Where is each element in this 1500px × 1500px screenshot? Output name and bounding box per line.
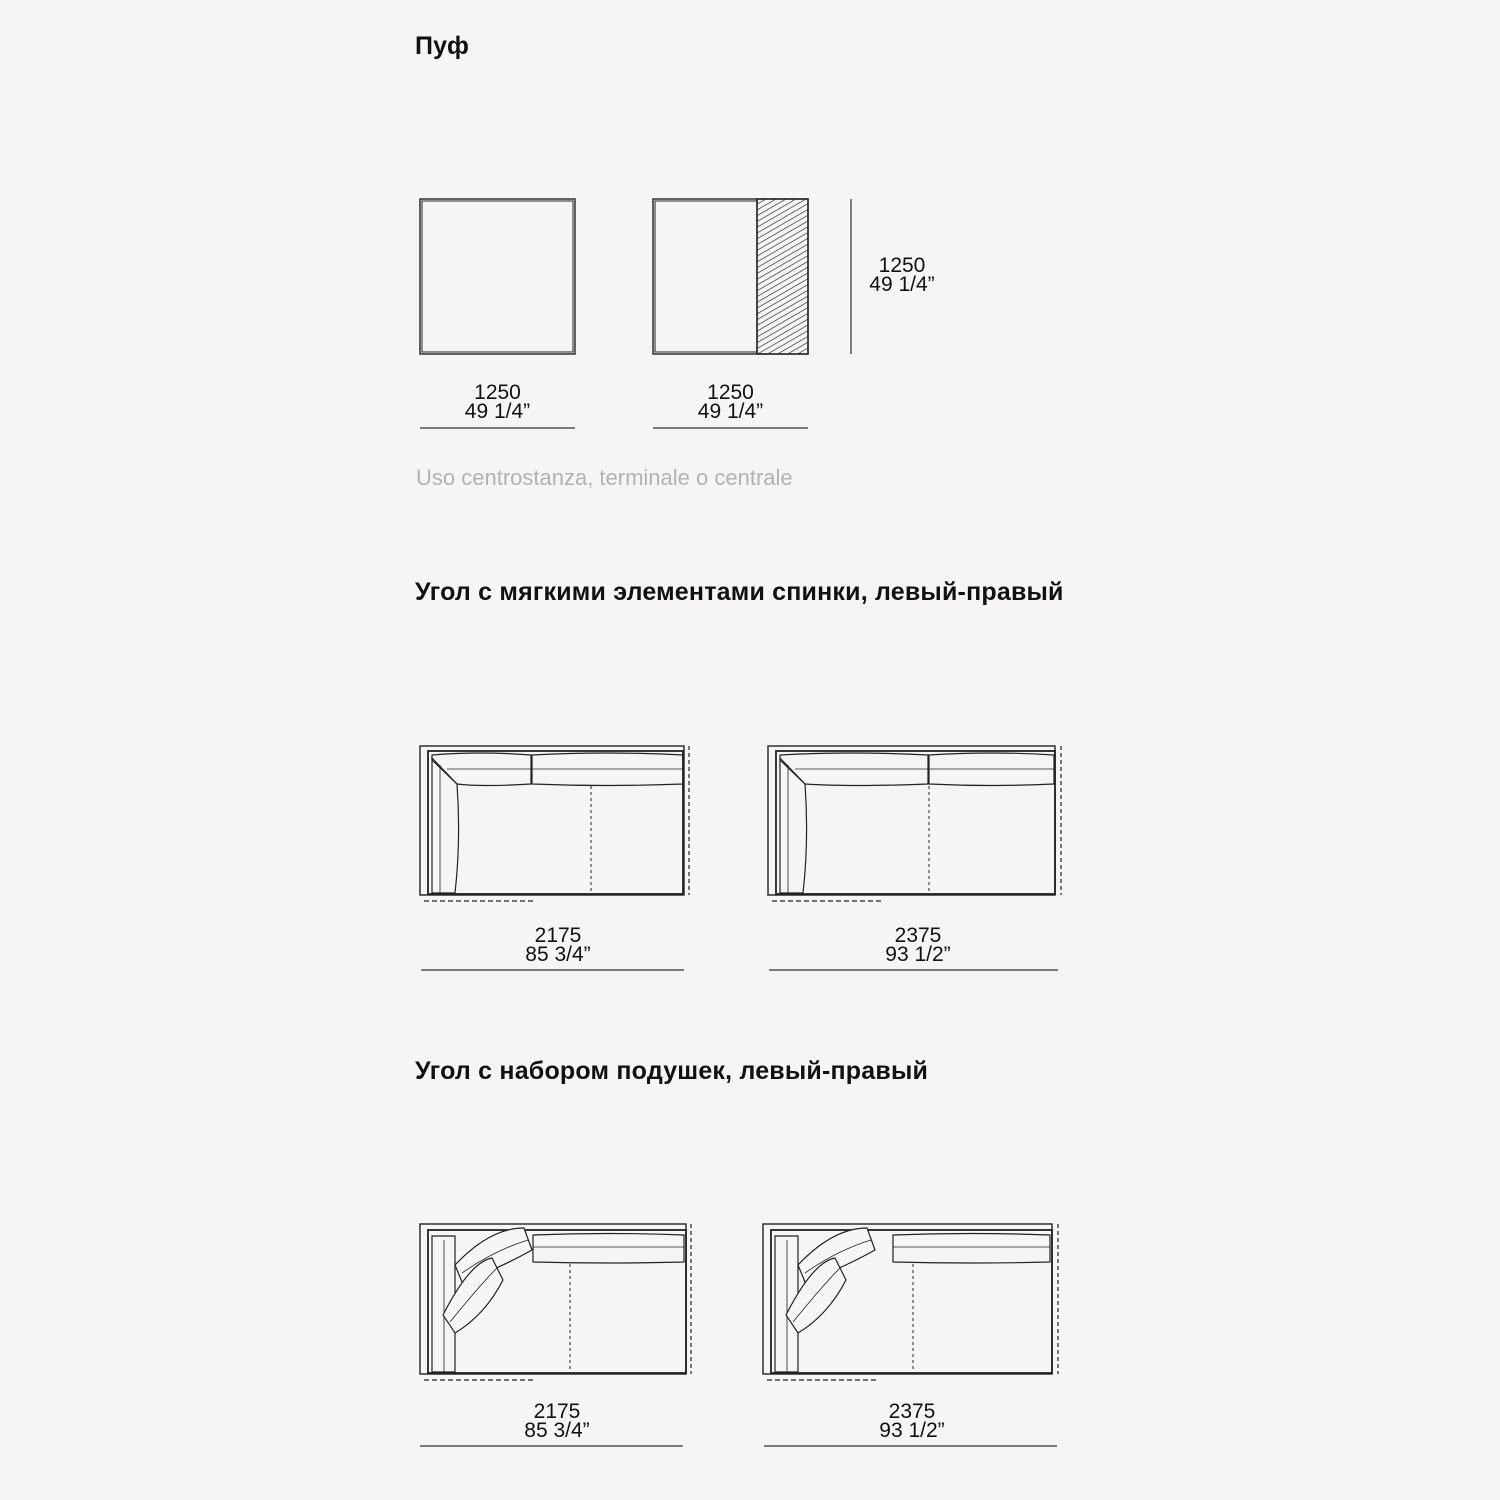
corner-cushions-plan-1 <box>420 1224 691 1380</box>
section-title-pouf: Пуф <box>415 32 470 60</box>
section-title-corner-cushions: Угол с набором подушек, левый-правый <box>415 1057 929 1085</box>
pouf-2-width-label <box>653 383 808 421</box>
corner-soft-back-1-width-in: 85 3/4” <box>525 943 591 966</box>
corner-cushions-1-width-label <box>420 1402 694 1440</box>
corner-cushions-1-width-mm: 2175 <box>533 1400 581 1423</box>
pouf-plan-2 <box>653 199 808 354</box>
section-title-corner-soft-back: Угол с мягкими элементами спинки, левый-правый <box>415 578 1064 606</box>
pouf-depth-in: 49 1/4” <box>869 273 935 296</box>
pouf-1-width-mm: 1250 <box>474 381 521 404</box>
pouf-depth-mm: 1250 <box>878 254 926 277</box>
corner-soft-back-2-width-label <box>769 926 1067 964</box>
pouf-1-width-label <box>420 383 575 421</box>
corner-cushions-2-width-mm: 2375 <box>888 1400 936 1423</box>
corner-soft-back-plan-2 <box>768 746 1061 901</box>
pouf-plan-1 <box>420 199 575 354</box>
corner-cushions-2-width-label <box>764 1402 1060 1440</box>
corner-soft-back-1-width-label <box>421 926 695 964</box>
pouf-2-width-in: 49 1/4” <box>697 400 764 423</box>
corner-soft-back-2-width-mm: 2375 <box>894 924 942 947</box>
corner-soft-back-plan-1 <box>420 746 689 901</box>
pouf-usage-note: Uso centrostanza, terminale o centrale <box>416 465 793 490</box>
corner-cushions-plan-2 <box>763 1224 1058 1380</box>
corner-cushions-2-width-in: 93 1/2” <box>879 1419 945 1442</box>
pouf-depth-label <box>858 256 946 294</box>
pouf-1-width-in: 49 1/4” <box>464 400 531 423</box>
corner-cushions-1-width-in: 85 3/4” <box>524 1419 590 1442</box>
corner-soft-back-2-width-in: 93 1/2” <box>885 943 951 966</box>
corner-soft-back-1-width-mm: 2175 <box>534 924 582 947</box>
pouf-2-width-mm: 1250 <box>707 381 754 404</box>
